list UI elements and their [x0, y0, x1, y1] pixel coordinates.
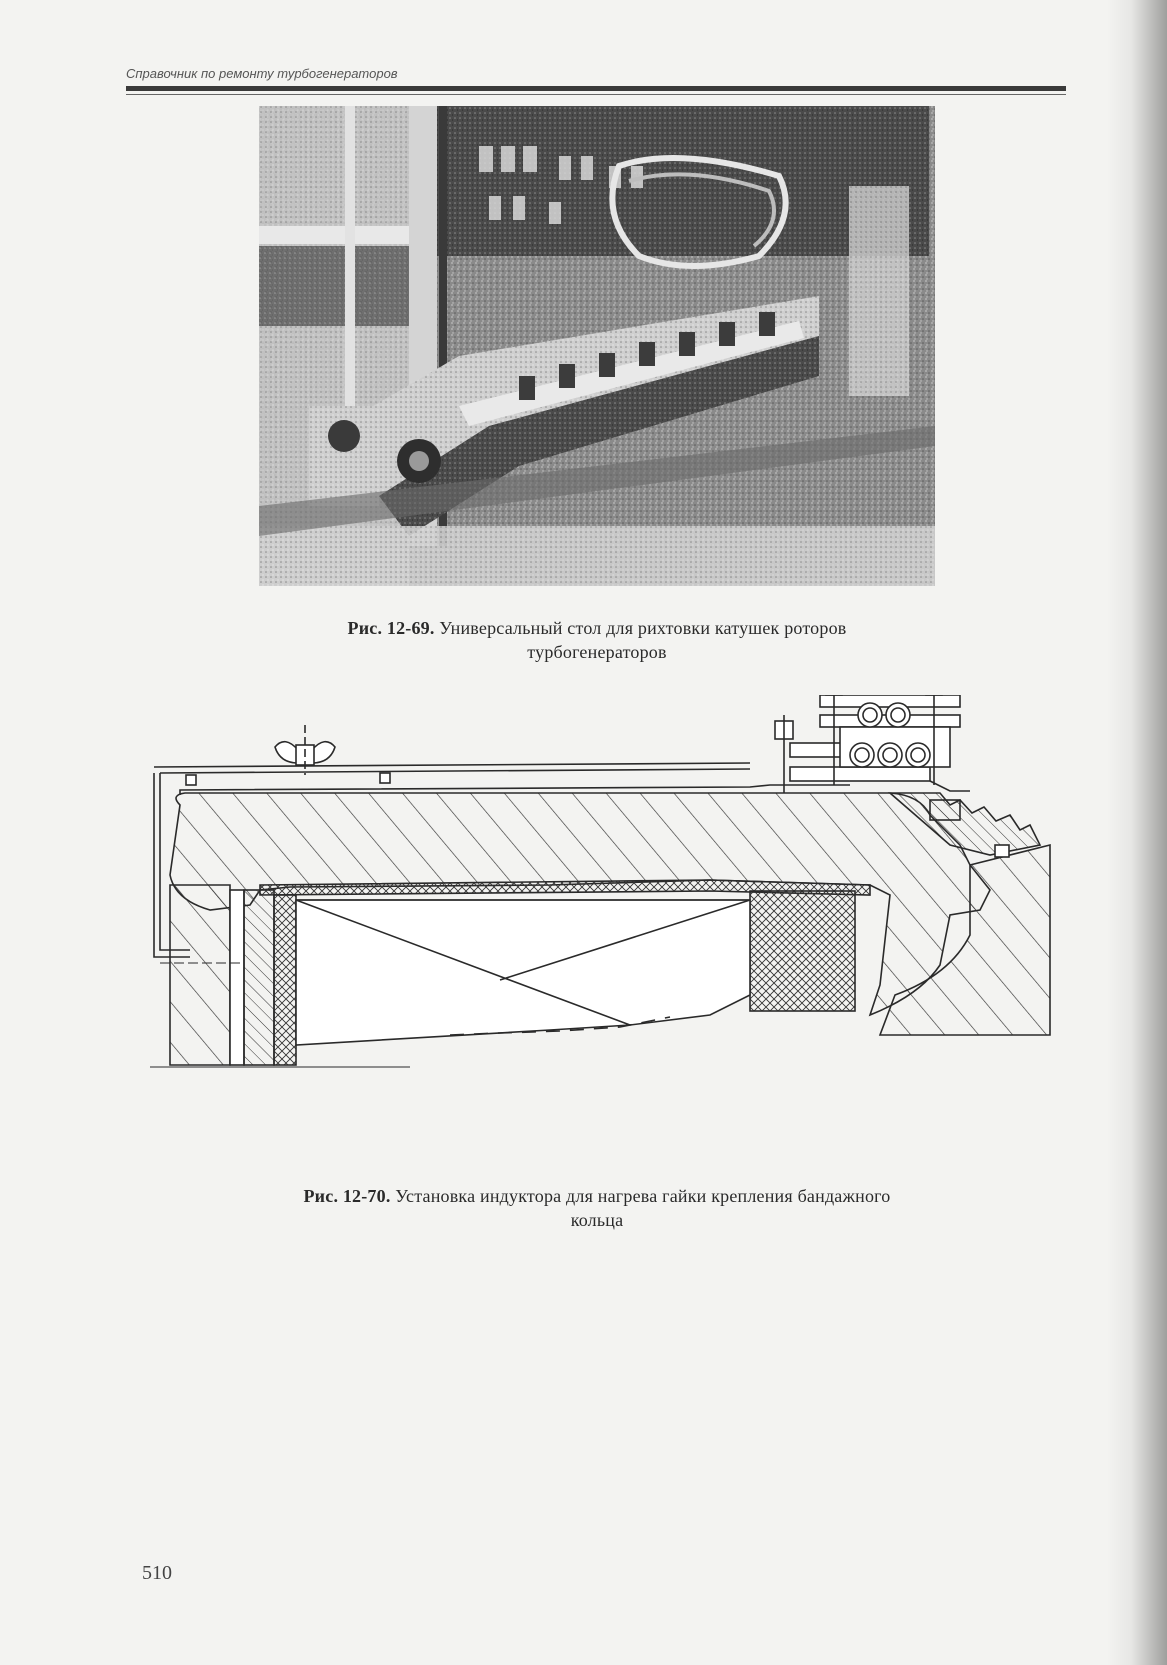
figure-photo-straightening-table: [259, 106, 935, 586]
header-rule: [126, 86, 1066, 91]
caption-number: Рис. 12-70.: [303, 1186, 391, 1206]
photo-illustration: [259, 106, 935, 586]
figure-caption-12-70: [190, 1184, 1004, 1232]
caption-text-line2: турбогенераторов: [527, 642, 667, 662]
caption-text-line1: Универсальный стол для рихтовки катушек роторов: [439, 618, 847, 638]
page-edge-shadow: [1107, 0, 1167, 1665]
caption-number: Рис. 12-69.: [347, 618, 435, 638]
caption-text-line1: Установка индуктора для нагрева гайки крепления бандажного: [395, 1186, 891, 1206]
header-rule-thin: [126, 94, 1066, 95]
technical-drawing: [150, 695, 1070, 1155]
figure-caption-12-69: [230, 616, 964, 664]
caption-text-line2: кольца: [570, 1210, 624, 1230]
running-header: Справочник по ремонту турбогенераторов: [126, 66, 398, 81]
figure-drawing-inductor-installation: [150, 695, 1070, 1155]
page-number: 510: [142, 1562, 172, 1584]
